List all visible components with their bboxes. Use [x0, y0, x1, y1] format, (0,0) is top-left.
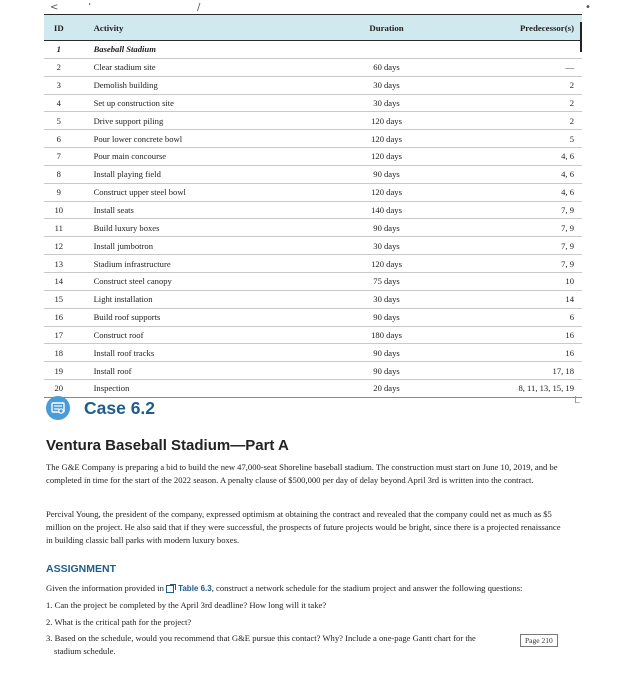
cell-activity: Install roof: [74, 362, 338, 380]
scrollbar[interactable]: [580, 22, 582, 52]
case-header: [46, 396, 155, 420]
cell-duration: 90 days: [337, 165, 436, 183]
cell-activity: Construct roof: [74, 326, 338, 344]
assignment-intro-before: Given the information provided in: [46, 583, 167, 593]
table-row: [44, 165, 582, 183]
cell-id: 11: [44, 219, 74, 237]
cell-duration: 90 days: [337, 362, 436, 380]
cell-activity: Stadium infrastructure: [74, 255, 338, 273]
col-header-activity: Activity: [74, 15, 338, 41]
table-row: [44, 183, 582, 201]
cell-predecessors: 2: [436, 76, 582, 94]
cell-activity: Drive support piling: [74, 112, 338, 130]
cell-id: 6: [44, 130, 74, 148]
table-row: [44, 380, 582, 398]
cell-duration: 20 days: [337, 380, 436, 398]
cell-id: 19: [44, 362, 74, 380]
question-3-continued: stadium schedule.: [54, 646, 116, 656]
edge-mark: /: [197, 2, 201, 13]
table-row: [44, 112, 582, 130]
cell-duration: 90 days: [337, 344, 436, 362]
cell-predecessors: 16: [436, 326, 582, 344]
cell-predecessors: 5: [436, 130, 582, 148]
cell-predecessors: 7, 9: [436, 201, 582, 219]
cell-duration: 120 days: [337, 183, 436, 201]
cell-duration: 30 days: [337, 237, 436, 255]
table-row: [44, 219, 582, 237]
cell-predecessors: 7, 9: [436, 219, 582, 237]
table-link[interactable]: [166, 584, 212, 593]
cell-id: 2: [44, 58, 74, 76]
cell-activity: Pour lower concrete bowl: [74, 130, 338, 148]
cell-id: 17: [44, 326, 74, 344]
cell-id: 15: [44, 290, 74, 308]
cell-id: 13: [44, 255, 74, 273]
table-row: [44, 362, 582, 380]
table-row: [44, 237, 582, 255]
cell-predecessors: 10: [436, 272, 582, 290]
cell-id: 10: [44, 201, 74, 219]
case-title: Case 6.2: [84, 397, 156, 418]
table-row: [44, 58, 582, 76]
question-2: 2. What is the critical path for the project?: [46, 617, 192, 627]
table-row: [44, 308, 582, 326]
cell-duration: 90 days: [337, 219, 436, 237]
case-icon: [46, 396, 70, 420]
cell-predecessors: 8, 11, 13, 15, 19: [436, 380, 582, 398]
cell-predecessors: 4, 6: [436, 183, 582, 201]
cell-activity: Pour main concourse: [74, 148, 338, 166]
cell-predecessors: 2: [436, 112, 582, 130]
cell-activity: Install playing field: [74, 165, 338, 183]
margin-mark: L: [574, 395, 580, 406]
cell-id: 1: [44, 41, 74, 59]
cell-id: 9: [44, 183, 74, 201]
cell-activity: Light installation: [74, 290, 338, 308]
cell-predecessors: [436, 41, 582, 59]
cell-duration: 120 days: [337, 130, 436, 148]
cell-activity: Construct steel canopy: [74, 272, 338, 290]
table-row: [44, 344, 582, 362]
cell-id: 4: [44, 94, 74, 112]
cell-duration: 60 days: [337, 58, 436, 76]
table-row: [44, 201, 582, 219]
cell-duration: 90 days: [337, 308, 436, 326]
table-link-label: Table 6.3: [178, 584, 212, 593]
question-1: 1. Can the project be completed by the April 3rd deadline? How long will it take?: [46, 600, 327, 610]
activity-table: [44, 14, 582, 398]
cell-predecessors: —: [436, 58, 582, 76]
cell-id: 7: [44, 148, 74, 166]
cell-activity: Demolish building: [74, 76, 338, 94]
cell-id: 3: [44, 76, 74, 94]
paragraph-intro: The G&E Company is preparing a bid to build the new 47,000-seat Shoreline baseball stadium. The construction must start on June 10, 2019, and be completed in time for the start of the 2022 season. A penalty clause of $500,000 per day of delay beyond April 3rd is written into the contract.: [46, 462, 558, 486]
cell-duration: 120 days: [337, 148, 436, 166]
table-row: [44, 41, 582, 59]
cell-duration: 140 days: [337, 201, 436, 219]
cell-id: 20: [44, 380, 74, 398]
cell-activity: Install roof tracks: [74, 344, 338, 362]
table-header-row: [44, 15, 582, 41]
assignment-intro: [46, 583, 522, 593]
cell-activity: Build luxury boxes: [74, 219, 338, 237]
cell-id: 8: [44, 165, 74, 183]
table-row: [44, 255, 582, 273]
external-link-icon: [166, 584, 176, 593]
cell-duration: 30 days: [337, 94, 436, 112]
cell-predecessors: 7, 9: [436, 237, 582, 255]
cell-duration: 30 days: [337, 76, 436, 94]
cell-id: 12: [44, 237, 74, 255]
cell-activity: Inspection: [74, 380, 338, 398]
page-number-tag: Page 210: [520, 634, 558, 647]
edge-mark: ’: [88, 2, 92, 13]
table-row: [44, 272, 582, 290]
table-row: [44, 326, 582, 344]
question-3: 3. Based on the schedule, would you recommend that G&E pursue this contact? Why? Include a one-page Gantt chart for the: [46, 633, 476, 643]
edge-mark: •: [585, 2, 591, 13]
table-row: [44, 290, 582, 308]
cell-duration: 30 days: [337, 290, 436, 308]
cell-predecessors: 2: [436, 94, 582, 112]
cell-predecessors: 17, 18: [436, 362, 582, 380]
table-row: [44, 94, 582, 112]
col-header-predecessors: Predecessor(s): [436, 15, 582, 41]
cell-activity: Build roof supports: [74, 308, 338, 326]
col-header-duration: Duration: [337, 15, 436, 41]
cell-duration: 120 days: [337, 112, 436, 130]
cell-predecessors: 6: [436, 308, 582, 326]
cell-activity: Install seats: [74, 201, 338, 219]
cell-predecessors: 14: [436, 290, 582, 308]
cell-predecessors: 4, 6: [436, 148, 582, 166]
cell-duration: 180 days: [337, 326, 436, 344]
cell-predecessors: 7, 9: [436, 255, 582, 273]
cell-id: 18: [44, 344, 74, 362]
cell-duration: 75 days: [337, 272, 436, 290]
cell-id: 5: [44, 112, 74, 130]
cell-duration: 120 days: [337, 255, 436, 273]
cell-activity: Construct upper steel bowl: [74, 183, 338, 201]
cell-id: 14: [44, 272, 74, 290]
cell-id: 16: [44, 308, 74, 326]
top-edge-marks: [0, 0, 622, 14]
cell-predecessors: 4, 6: [436, 165, 582, 183]
cell-duration: [337, 41, 436, 59]
cell-predecessors: 16: [436, 344, 582, 362]
case-subtitle: Ventura Baseball Stadium—Part A: [46, 437, 289, 454]
cell-activity: Clear stadium site: [74, 58, 338, 76]
cell-activity: Install jumbotron: [74, 237, 338, 255]
assignment-heading: ASSIGNMENT: [46, 563, 117, 575]
cell-activity: Baseball Stadium: [74, 41, 338, 59]
paragraph-president: Percival Young, the president of the company, expressed optimism at obtaining the contract and revealed that the company could net as much as $5 million on the project. He also said that if they were successful, the prospects of future projects would be bright, since there is a projected renaissance in building classic ball parks with modern luxury boxes.: [46, 509, 561, 546]
assignment-intro-after: , construct a network schedule for the stadium project and answer the following questions:: [211, 583, 523, 593]
table-row: [44, 130, 582, 148]
edge-mark: <: [50, 2, 59, 13]
col-header-id: ID: [44, 15, 74, 41]
table-row: [44, 76, 582, 94]
table-row: [44, 148, 582, 166]
cell-activity: Set up construction site: [74, 94, 338, 112]
